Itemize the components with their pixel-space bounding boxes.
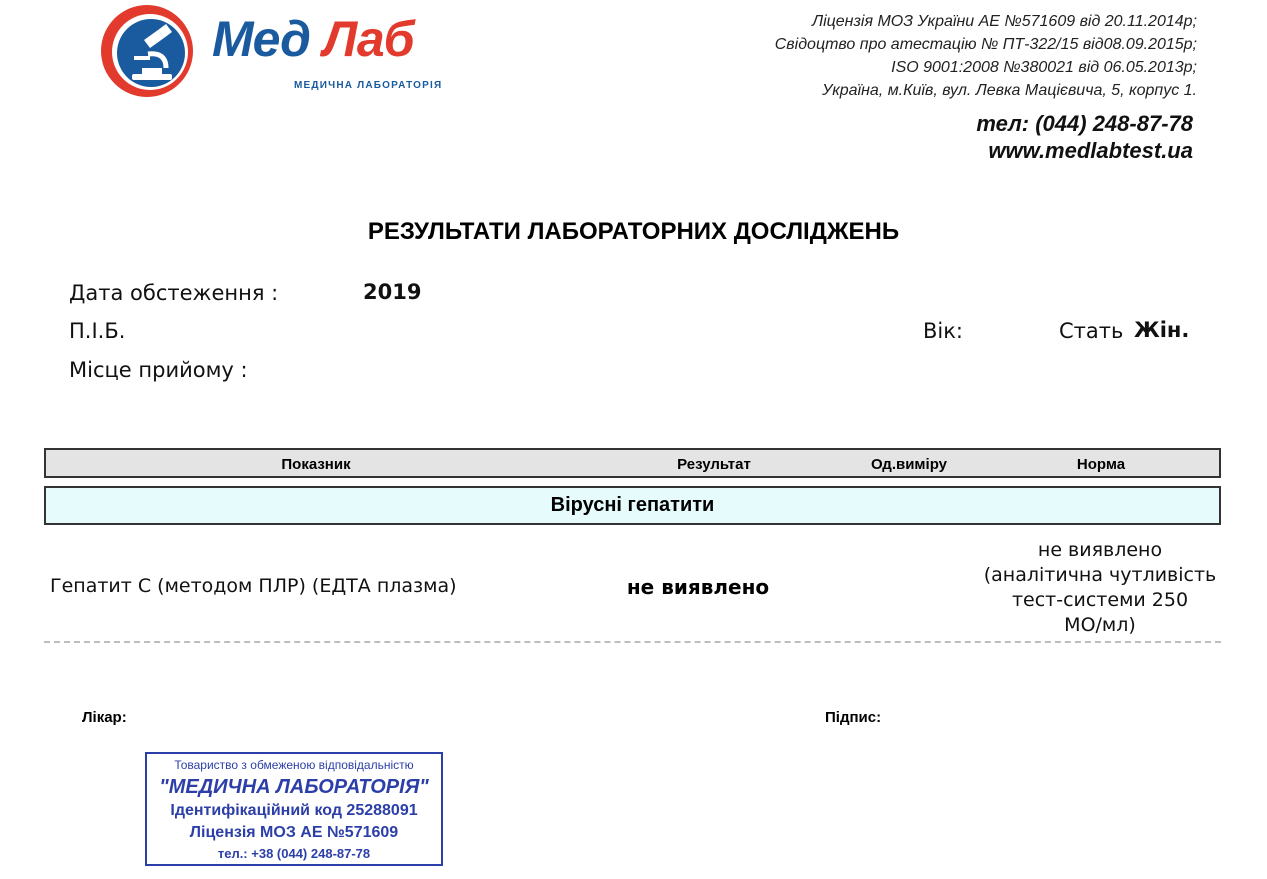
- doctor-label: Лікар:: [82, 709, 127, 726]
- certificate-line: Свідоцтво про атестацію № ПТ-322/15 від08.09.2015р;: [774, 36, 1197, 53]
- sex-value: Жін.: [1134, 318, 1190, 342]
- row-norm: [970, 538, 1230, 638]
- norm-line: МО/мл): [1064, 614, 1136, 636]
- company-stamp: [145, 752, 443, 866]
- document-title: РЕЗУЛЬТАТИ ЛАБОРАТОРНИХ ДОСЛІДЖЕНЬ: [367, 218, 900, 245]
- norm-line: тест-системи 250: [1011, 589, 1189, 611]
- header-indicator: Показник: [281, 456, 351, 473]
- license-line: Ліцензія МОЗ України АЕ №571609 від 20.11.2014р;: [812, 13, 1197, 30]
- license-info: [775, 10, 1197, 102]
- norm-line: (аналітична чутливість: [983, 564, 1217, 586]
- medlab-logo: [98, 2, 458, 102]
- stamp-line: тел.: +38 (044) 248-87-78: [217, 846, 371, 861]
- date-label: Дата обстеження :: [69, 281, 279, 305]
- name-label: П.І.Б.: [69, 319, 126, 343]
- header-result: Результат: [677, 456, 751, 473]
- stamp-line: Ідентифікаційний код 25288091: [170, 802, 418, 819]
- row-indicator: Гепатит С (методом ПЛР) (ЕДТА плазма): [50, 575, 457, 597]
- age-label: Вік:: [923, 319, 964, 343]
- phone: тел: (044) 248-87-78: [976, 111, 1193, 136]
- address-line: Україна, м.Київ, вул. Левка Мацієвича, 5, корпус 1.: [822, 82, 1197, 99]
- row-result: не виявлено: [626, 575, 770, 599]
- sex-label: Стать: [1059, 319, 1124, 343]
- place-label: Місце прийому :: [69, 358, 248, 382]
- website-link[interactable]: www.medlabtest.ua: [988, 138, 1193, 163]
- section-title: Вірусні гепатити: [44, 486, 1221, 525]
- norm-line: не виявлено: [1037, 539, 1163, 561]
- microscope-icon: [98, 2, 196, 100]
- contact-block: [976, 110, 1193, 164]
- date-value: 2019: [363, 280, 422, 304]
- header-unit: Од.виміру: [871, 456, 947, 473]
- row-divider: [44, 641, 1221, 643]
- logo-title: Мед Лаб: [212, 11, 414, 67]
- stamp-line: Ліцензія МОЗ АЕ №571609: [189, 824, 399, 841]
- signature-label: Підпис:: [825, 709, 882, 726]
- table-header: [44, 448, 1221, 478]
- stamp-line: "МЕДИЧНА ЛАБОРАТОРІЯ": [159, 776, 429, 798]
- header-norm: Норма: [1076, 456, 1126, 473]
- logo-subtitle: МЕДИЧНА ЛАБОРАТОРІЯ: [294, 80, 443, 91]
- stamp-line: Товариство з обмеженою відповідальністю: [174, 758, 414, 772]
- iso-line: ISO 9001:2008 №380021 від 06.05.2013р;: [891, 59, 1197, 76]
